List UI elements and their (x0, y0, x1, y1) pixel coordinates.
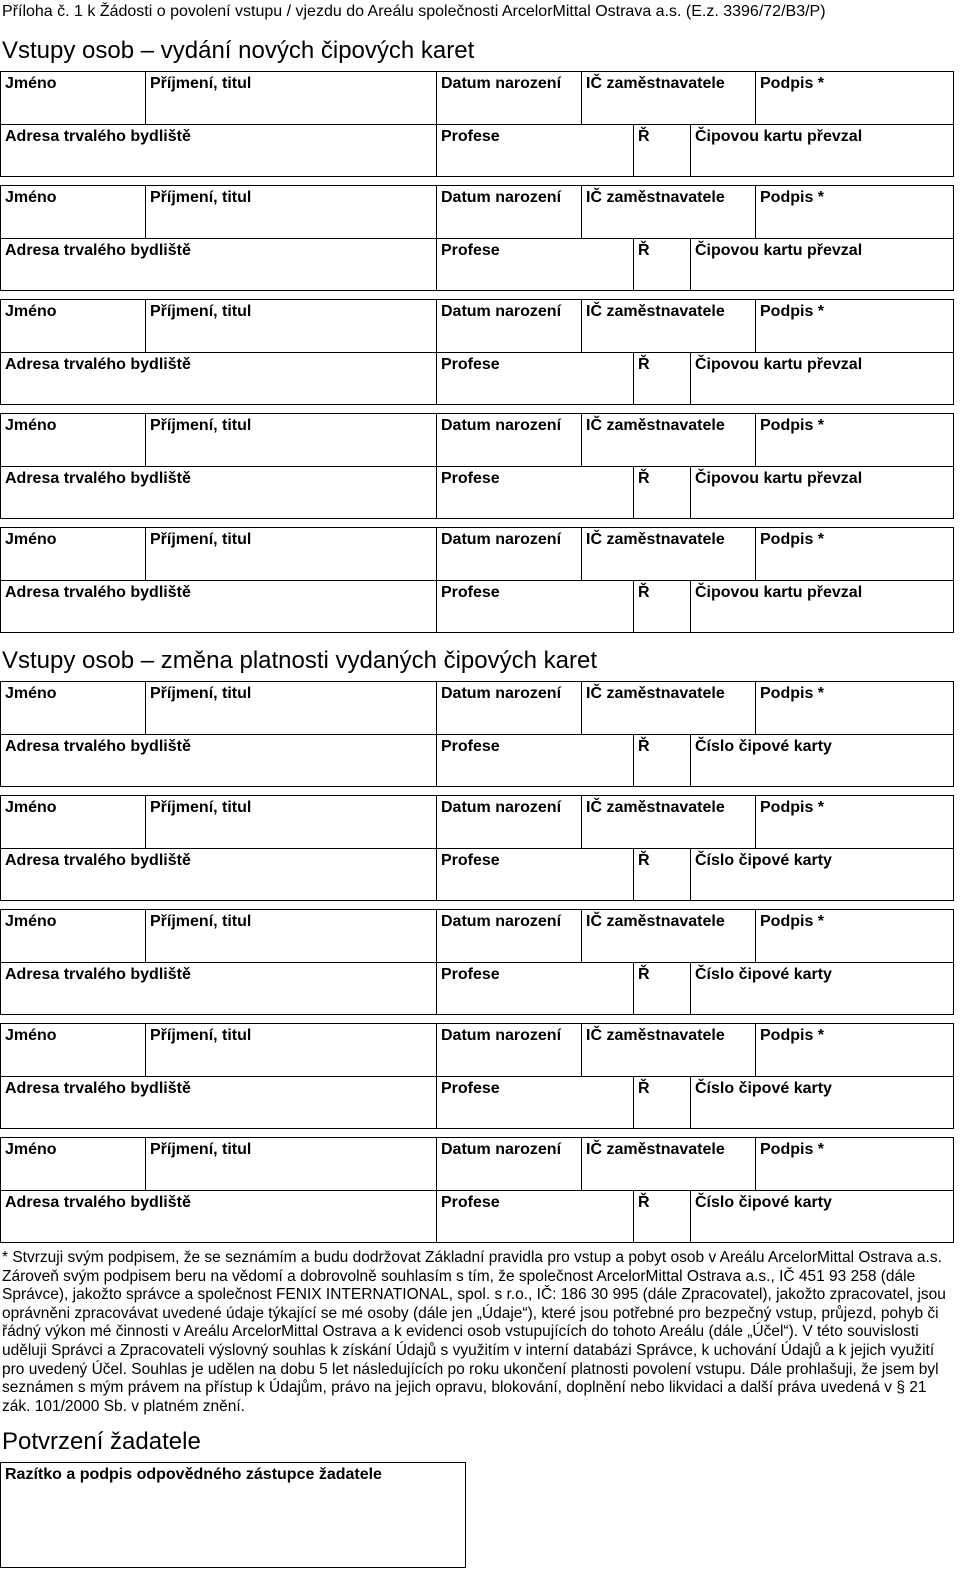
profession-field[interactable] (436, 466, 634, 519)
surname-title-field[interactable] (145, 527, 437, 581)
surname-title-field[interactable] (145, 795, 437, 849)
first-name-field[interactable] (0, 527, 146, 581)
employer-id-field[interactable] (581, 71, 756, 125)
birth-date-field[interactable] (436, 299, 582, 353)
surname-title-field-label: Příjmení, titul (150, 75, 252, 92)
r-field-label: Ř (638, 470, 650, 487)
validity-change-person-block (0, 795, 953, 901)
profession-field-label: Profese (441, 1194, 500, 1211)
card-field-label: Číslo čipové karty (695, 966, 832, 983)
birth-date-field-label: Datum narození (441, 417, 562, 434)
r-field-label: Ř (638, 738, 650, 755)
signature-field-label: Podpis * (760, 417, 825, 434)
r-field-label: Ř (638, 356, 650, 373)
signature-field[interactable] (755, 909, 954, 963)
card-field-label: Čipovou kartu převzal (695, 242, 863, 259)
employer-id-field-label: IČ zaměstnavatele (586, 1027, 725, 1044)
card-field-label: Číslo čipové karty (695, 852, 832, 869)
new-card-person-block (0, 527, 953, 633)
card-field[interactable] (690, 1190, 954, 1243)
card-field[interactable] (690, 466, 954, 519)
profession-field-label: Profese (441, 966, 500, 983)
birth-date-field[interactable] (436, 681, 582, 735)
surname-title-field[interactable] (145, 1023, 437, 1077)
surname-title-field[interactable] (145, 909, 437, 963)
r-field-label: Ř (638, 1194, 650, 1211)
first-name-field[interactable] (0, 1023, 146, 1077)
signature-field[interactable] (755, 299, 954, 353)
profession-field-label: Profese (441, 128, 500, 145)
card-field[interactable] (690, 238, 954, 291)
birth-date-field[interactable] (436, 527, 582, 581)
birth-date-field-label: Datum narození (441, 799, 562, 816)
signature-field-label: Podpis * (760, 1027, 825, 1044)
r-field[interactable] (633, 352, 691, 405)
address-field-label: Adresa trvalého bydliště (5, 128, 191, 145)
r-field-label: Ř (638, 1080, 650, 1097)
employer-id-field-label: IČ zaměstnavatele (586, 685, 725, 702)
address-field[interactable] (0, 962, 437, 1015)
address-field[interactable] (0, 352, 437, 405)
r-field[interactable] (633, 580, 691, 633)
profession-field-label: Profese (441, 242, 500, 259)
address-field[interactable] (0, 734, 437, 787)
profession-field[interactable] (436, 1190, 634, 1243)
card-field[interactable] (690, 734, 954, 787)
profession-field-label: Profese (441, 470, 500, 487)
r-field-label: Ř (638, 852, 650, 869)
r-field-label: Ř (638, 584, 650, 601)
employer-id-field-label: IČ zaměstnavatele (586, 303, 725, 320)
profession-field[interactable] (436, 580, 634, 633)
signature-field[interactable] (755, 1137, 954, 1191)
employer-id-field[interactable] (581, 413, 756, 467)
employer-id-field[interactable] (581, 1023, 756, 1077)
employer-id-field[interactable] (581, 1137, 756, 1191)
employer-id-field[interactable] (581, 299, 756, 353)
first-name-field[interactable] (0, 681, 146, 735)
profession-field[interactable] (436, 962, 634, 1015)
employer-id-field-label: IČ zaměstnavatele (586, 531, 725, 548)
address-field-label: Adresa trvalého bydliště (5, 966, 191, 983)
address-field-label: Adresa trvalého bydliště (5, 1194, 191, 1211)
surname-title-field[interactable] (145, 185, 437, 239)
first-name-field[interactable] (0, 71, 146, 125)
r-field-label: Ř (638, 966, 650, 983)
r-field[interactable] (633, 124, 691, 177)
birth-date-field-label: Datum narození (441, 685, 562, 702)
card-field-label: Čipovou kartu převzal (695, 584, 863, 601)
r-field[interactable] (633, 238, 691, 291)
new-card-person-block (0, 185, 953, 291)
birth-date-field-label: Datum narození (441, 531, 562, 548)
confirmation-title: Potvrzení žadatele (2, 1428, 201, 1455)
first-name-field-label: Jméno (5, 303, 57, 320)
new-card-person-block (0, 71, 953, 177)
surname-title-field-label: Příjmení, titul (150, 1141, 252, 1158)
first-name-field-label: Jméno (5, 189, 57, 206)
birth-date-field-label: Datum narození (441, 303, 562, 320)
card-field-label: Číslo čipové karty (695, 738, 832, 755)
validity-change-person-block (0, 1137, 953, 1243)
profession-field[interactable] (436, 238, 634, 291)
signature-field-label: Podpis * (760, 531, 825, 548)
first-name-field-label: Jméno (5, 531, 57, 548)
address-field[interactable] (0, 466, 437, 519)
employer-id-field[interactable] (581, 795, 756, 849)
r-field[interactable] (633, 466, 691, 519)
first-name-field-label: Jméno (5, 417, 57, 434)
section-title-new-cards: Vstupy osob – vydání nových čipových karet (2, 37, 475, 64)
birth-date-field-label: Datum narození (441, 75, 562, 92)
first-name-field-label: Jméno (5, 1027, 57, 1044)
surname-title-field-label: Příjmení, titul (150, 913, 252, 930)
validity-change-person-block (0, 1023, 953, 1129)
employer-id-field[interactable] (581, 909, 756, 963)
signature-field-label: Podpis * (760, 75, 825, 92)
birth-date-field[interactable] (436, 909, 582, 963)
signature-field[interactable] (755, 185, 954, 239)
address-field-label: Adresa trvalého bydliště (5, 852, 191, 869)
signature-field-label: Podpis * (760, 303, 825, 320)
employer-id-field-label: IČ zaměstnavatele (586, 417, 725, 434)
first-name-field[interactable] (0, 795, 146, 849)
address-field[interactable] (0, 848, 437, 901)
first-name-field-label: Jméno (5, 75, 57, 92)
surname-title-field-label: Příjmení, titul (150, 799, 252, 816)
signature-field[interactable] (755, 1023, 954, 1077)
r-field[interactable] (633, 962, 691, 1015)
card-field[interactable] (690, 124, 954, 177)
signature-field[interactable] (755, 71, 954, 125)
signature-field[interactable] (755, 795, 954, 849)
first-name-field[interactable] (0, 1137, 146, 1191)
first-name-field-label: Jméno (5, 913, 57, 930)
card-field-label: Čipovou kartu převzal (695, 356, 863, 373)
surname-title-field-label: Příjmení, titul (150, 531, 252, 548)
surname-title-field[interactable] (145, 299, 437, 353)
r-field-label: Ř (638, 128, 650, 145)
birth-date-field[interactable] (436, 413, 582, 467)
document-header: Příloha č. 1 k Žádosti o povolení vstupu / vjezdu do Areálu společnosti ArcelorMittal Ostrava a.s. (E.z. 3396/72/B3/P) (2, 3, 826, 20)
signature-field-label: Podpis * (760, 189, 825, 206)
birth-date-field-label: Datum narození (441, 1027, 562, 1044)
consent-note: * Stvrzuji svým podpisem, že se seznámím a budu dodržovat Základní pravidla pro vstup a pobyt osob v Areálu ArcelorMittal Ostrava a.s. Zároveň svým podpisem beru na vědomí a dobrovolně souhlasím s tím, že společnost ArcelorMittal Ostrava a.s., IČ 451 93 258 (dále Správce), jakožto správce a společnost FENIX INTERNATIONAL, spol. s r.o., IČ: 186 30 995 (dále Zpracovatel), jakožto zpracovatel, jsou oprávněni zpracovávat uvedené údaje týkající se mé osoby (dále jen „Údaje“), které jsou potřebné pro bezpečný vstup, průjezd, pohyb či řádný výkon mé činnosti v Areálu ArcelorMittal Ostrava a k evidenci osob vstupujících do tohoto Areálu (dále „Účel“). V této souvislosti uděluji Správci a Zpracovateli výslovný souhlas k získání Údajů s využitím v interní databázi Správce, k uchování Údajů a k jejich využití pro uvedený Účel. Souhlas je udělen na dobu 5 let následujících po roku ukončení platnosti povolení vstupu. Dále prohlašuji, že jsem byl seznámen s mým právem na přístup k Údajům, právo na jejich opravu, blokování, doplnění nebo likvidaci a další práva uvedená v § 21 zák. 101/2000 Sb. v platném znění. (2, 1249, 946, 1415)
address-field-label: Adresa trvalého bydliště (5, 470, 191, 487)
r-field[interactable] (633, 848, 691, 901)
signature-field-label: Podpis * (760, 799, 825, 816)
card-field[interactable] (690, 962, 954, 1015)
employer-id-field-label: IČ zaměstnavatele (586, 189, 725, 206)
surname-title-field-label: Příjmení, titul (150, 417, 252, 434)
profession-field[interactable] (436, 734, 634, 787)
employer-id-field[interactable] (581, 681, 756, 735)
stamp-signature-box[interactable] (0, 1462, 466, 1568)
signature-field-label: Podpis * (760, 685, 825, 702)
surname-title-field[interactable] (145, 681, 437, 735)
card-field-label: Čipovou kartu převzal (695, 128, 863, 145)
address-field-label: Adresa trvalého bydliště (5, 1080, 191, 1097)
employer-id-field-label: IČ zaměstnavatele (586, 799, 725, 816)
surname-title-field-label: Příjmení, titul (150, 189, 252, 206)
card-field[interactable] (690, 580, 954, 633)
employer-id-field[interactable] (581, 527, 756, 581)
surname-title-field-label: Příjmení, titul (150, 685, 252, 702)
profession-field-label: Profese (441, 738, 500, 755)
first-name-field-label: Jméno (5, 685, 57, 702)
birth-date-field[interactable] (436, 795, 582, 849)
profession-field[interactable] (436, 124, 634, 177)
section-title-validity-change: Vstupy osob – změna platnosti vydaných čipových karet (2, 647, 597, 674)
address-field-label: Adresa trvalého bydliště (5, 738, 191, 755)
card-field-label: Číslo čipové karty (695, 1080, 832, 1097)
signature-field-label: Podpis * (760, 913, 825, 930)
address-field[interactable] (0, 580, 437, 633)
first-name-field[interactable] (0, 413, 146, 467)
profession-field-label: Profese (441, 356, 500, 373)
r-field-label: Ř (638, 242, 650, 259)
r-field[interactable] (633, 1076, 691, 1129)
first-name-field-label: Jméno (5, 1141, 57, 1158)
birth-date-field[interactable] (436, 1023, 582, 1077)
surname-title-field[interactable] (145, 71, 437, 125)
first-name-field[interactable] (0, 299, 146, 353)
employer-id-field[interactable] (581, 185, 756, 239)
profession-field-label: Profese (441, 584, 500, 601)
card-field-label: Číslo čipové karty (695, 1194, 832, 1211)
birth-date-field-label: Datum narození (441, 189, 562, 206)
validity-change-person-block (0, 909, 953, 1015)
address-field[interactable] (0, 1190, 437, 1243)
birth-date-field-label: Datum narození (441, 913, 562, 930)
signature-field[interactable] (755, 681, 954, 735)
new-card-person-block (0, 413, 953, 519)
stamp-signature-label: Razítko a podpis odpovědného zástupce žadatele (5, 1466, 382, 1483)
first-name-field[interactable] (0, 909, 146, 963)
new-card-person-block (0, 299, 953, 405)
birth-date-field-label: Datum narození (441, 1141, 562, 1158)
address-field-label: Adresa trvalého bydliště (5, 242, 191, 259)
card-field[interactable] (690, 352, 954, 405)
signature-field-label: Podpis * (760, 1141, 825, 1158)
profession-field-label: Profese (441, 852, 500, 869)
address-field[interactable] (0, 124, 437, 177)
address-field-label: Adresa trvalého bydliště (5, 356, 191, 373)
surname-title-field-label: Příjmení, titul (150, 1027, 252, 1044)
validity-change-person-block (0, 681, 953, 787)
profession-field[interactable] (436, 352, 634, 405)
first-name-field-label: Jméno (5, 799, 57, 816)
profession-field[interactable] (436, 1076, 634, 1129)
employer-id-field-label: IČ zaměstnavatele (586, 1141, 725, 1158)
profession-field-label: Profese (441, 1080, 500, 1097)
card-field-label: Čipovou kartu převzal (695, 470, 863, 487)
address-field[interactable] (0, 1076, 437, 1129)
profession-field[interactable] (436, 848, 634, 901)
r-field[interactable] (633, 734, 691, 787)
card-field[interactable] (690, 1076, 954, 1129)
birth-date-field[interactable] (436, 185, 582, 239)
surname-title-field-label: Příjmení, titul (150, 303, 252, 320)
birth-date-field[interactable] (436, 71, 582, 125)
address-field-label: Adresa trvalého bydliště (5, 584, 191, 601)
signature-field[interactable] (755, 413, 954, 467)
signature-field[interactable] (755, 527, 954, 581)
r-field[interactable] (633, 1190, 691, 1243)
first-name-field[interactable] (0, 185, 146, 239)
address-field[interactable] (0, 238, 437, 291)
employer-id-field-label: IČ zaměstnavatele (586, 913, 725, 930)
surname-title-field[interactable] (145, 413, 437, 467)
card-field[interactable] (690, 848, 954, 901)
birth-date-field[interactable] (436, 1137, 582, 1191)
employer-id-field-label: IČ zaměstnavatele (586, 75, 725, 92)
surname-title-field[interactable] (145, 1137, 437, 1191)
